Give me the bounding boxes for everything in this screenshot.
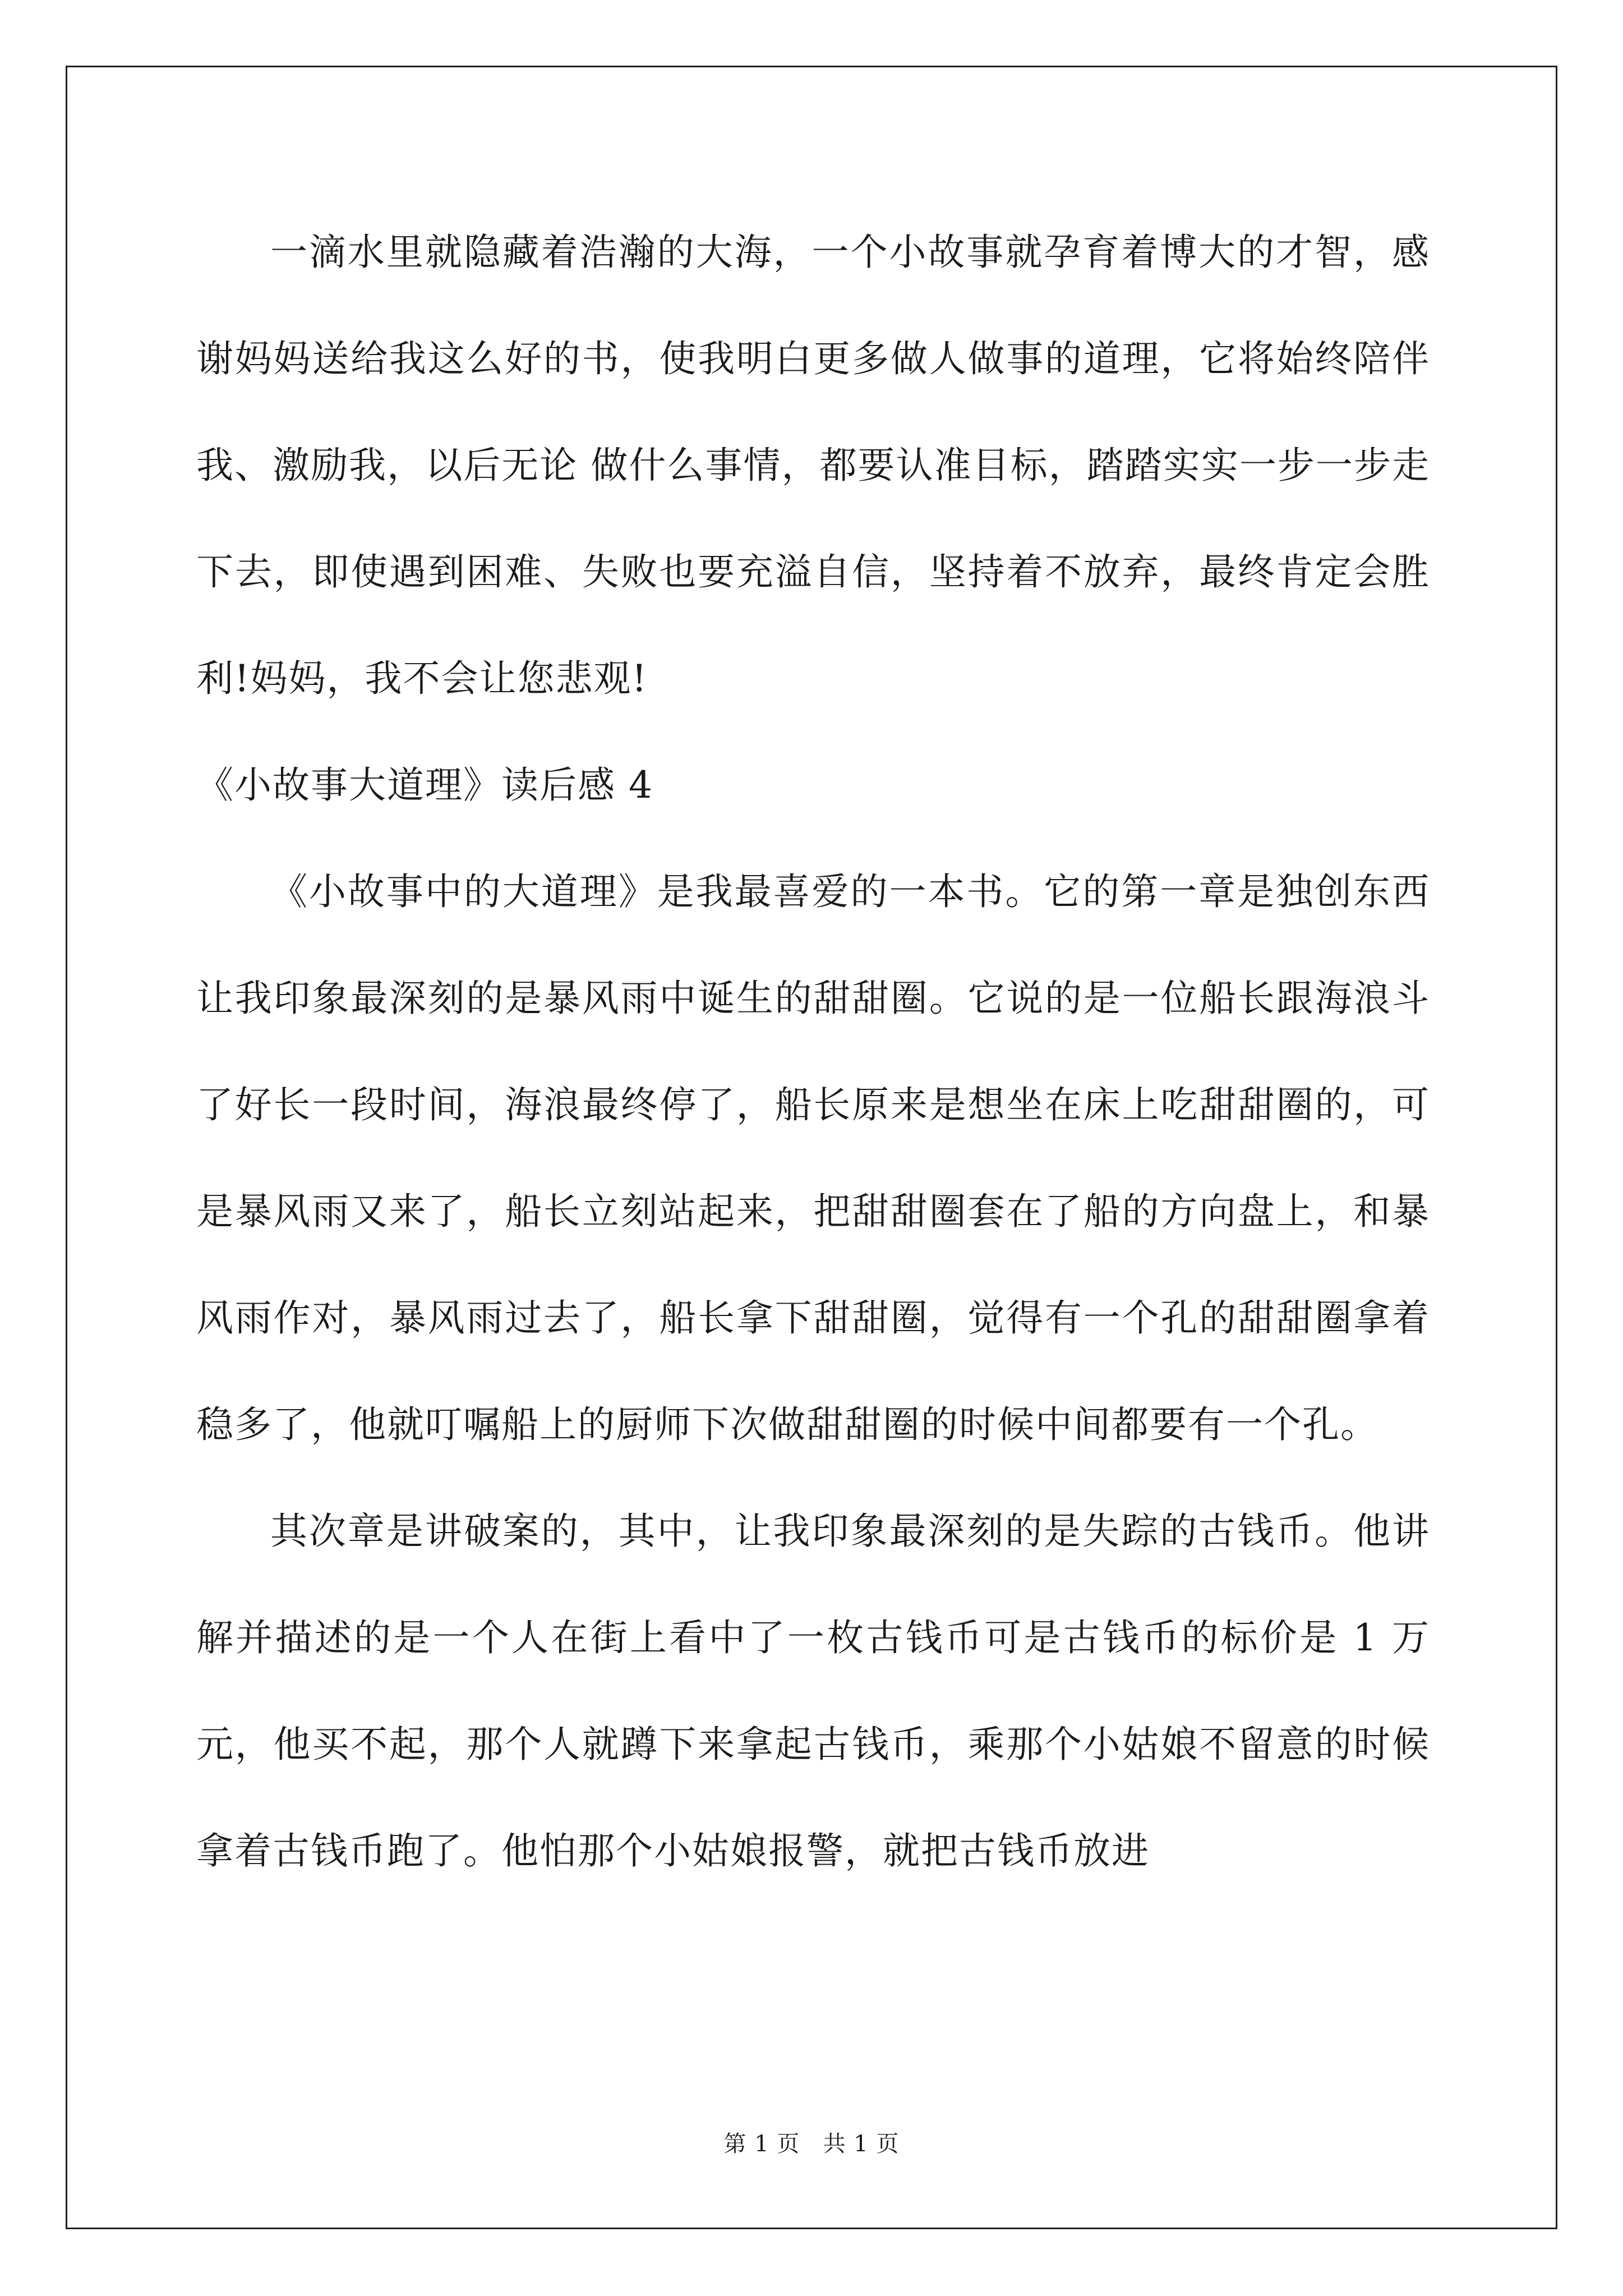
paragraph-2-text: 《小故事中的大道理》是我最喜爱的一本书。它的第一章是独创东西让我印象最深刻的是暴风雨中诞生的甜甜圈。它说的是一位船长跟海浪斗了好长一段时间，海浪最终停了，船长原来是想坐在床上吃甜甜圈的，可是暴风雨又来了，船长立刻站起来，把甜甜圈套在了船的方向盘上，和暴风雨作对，暴风雨过去了，船长拿下甜甜圈，觉得有一个孔的甜甜圈拿着稳多了，他就叮嘱船上的厨师下次做甜甜圈的时候中间都要有一个孔。 <box>196 870 1430 1446</box>
paragraph-3 <box>196 1478 1430 1904</box>
page-footer <box>0 2126 1623 2158</box>
paragraph-1 <box>196 199 1430 732</box>
paragraph-3-text: 其次章是讲破案的，其中，让我印象最深刻的是失踪的古钱币。他讲解并描述的是一个人在街上看中了一枚古钱币可是古钱币的标价是 1 万元，他买不起，那个人就蹲下来拿起古钱币，乘那个小姑娘不留意的时候拿着古钱币跑了。他怕那个小姑娘报警，就把古钱币放进 <box>196 1510 1430 1872</box>
document-body <box>196 199 1430 1904</box>
paragraph-1-text: 一滴水里就隐藏着浩瀚的大海，一个小故事就孕育着博大的才智，感谢妈妈送给我这么好的书，使我明白更多做人做事的道理，它将始终陪伴我、激励我，以后无论 做什么事情，都要认准目标，踏踏实实一步一步走下去，即使遇到困难、失败也要充溢自信，坚持着不放弃，最终肯定会胜利!妈妈，我不会让您悲观! <box>196 231 1430 700</box>
paragraph-2 <box>196 839 1430 1478</box>
page-number: 第 1 页 共 1 页 <box>723 2131 900 2157</box>
section-heading: 《小故事大道理》读后感 4 <box>196 763 653 807</box>
